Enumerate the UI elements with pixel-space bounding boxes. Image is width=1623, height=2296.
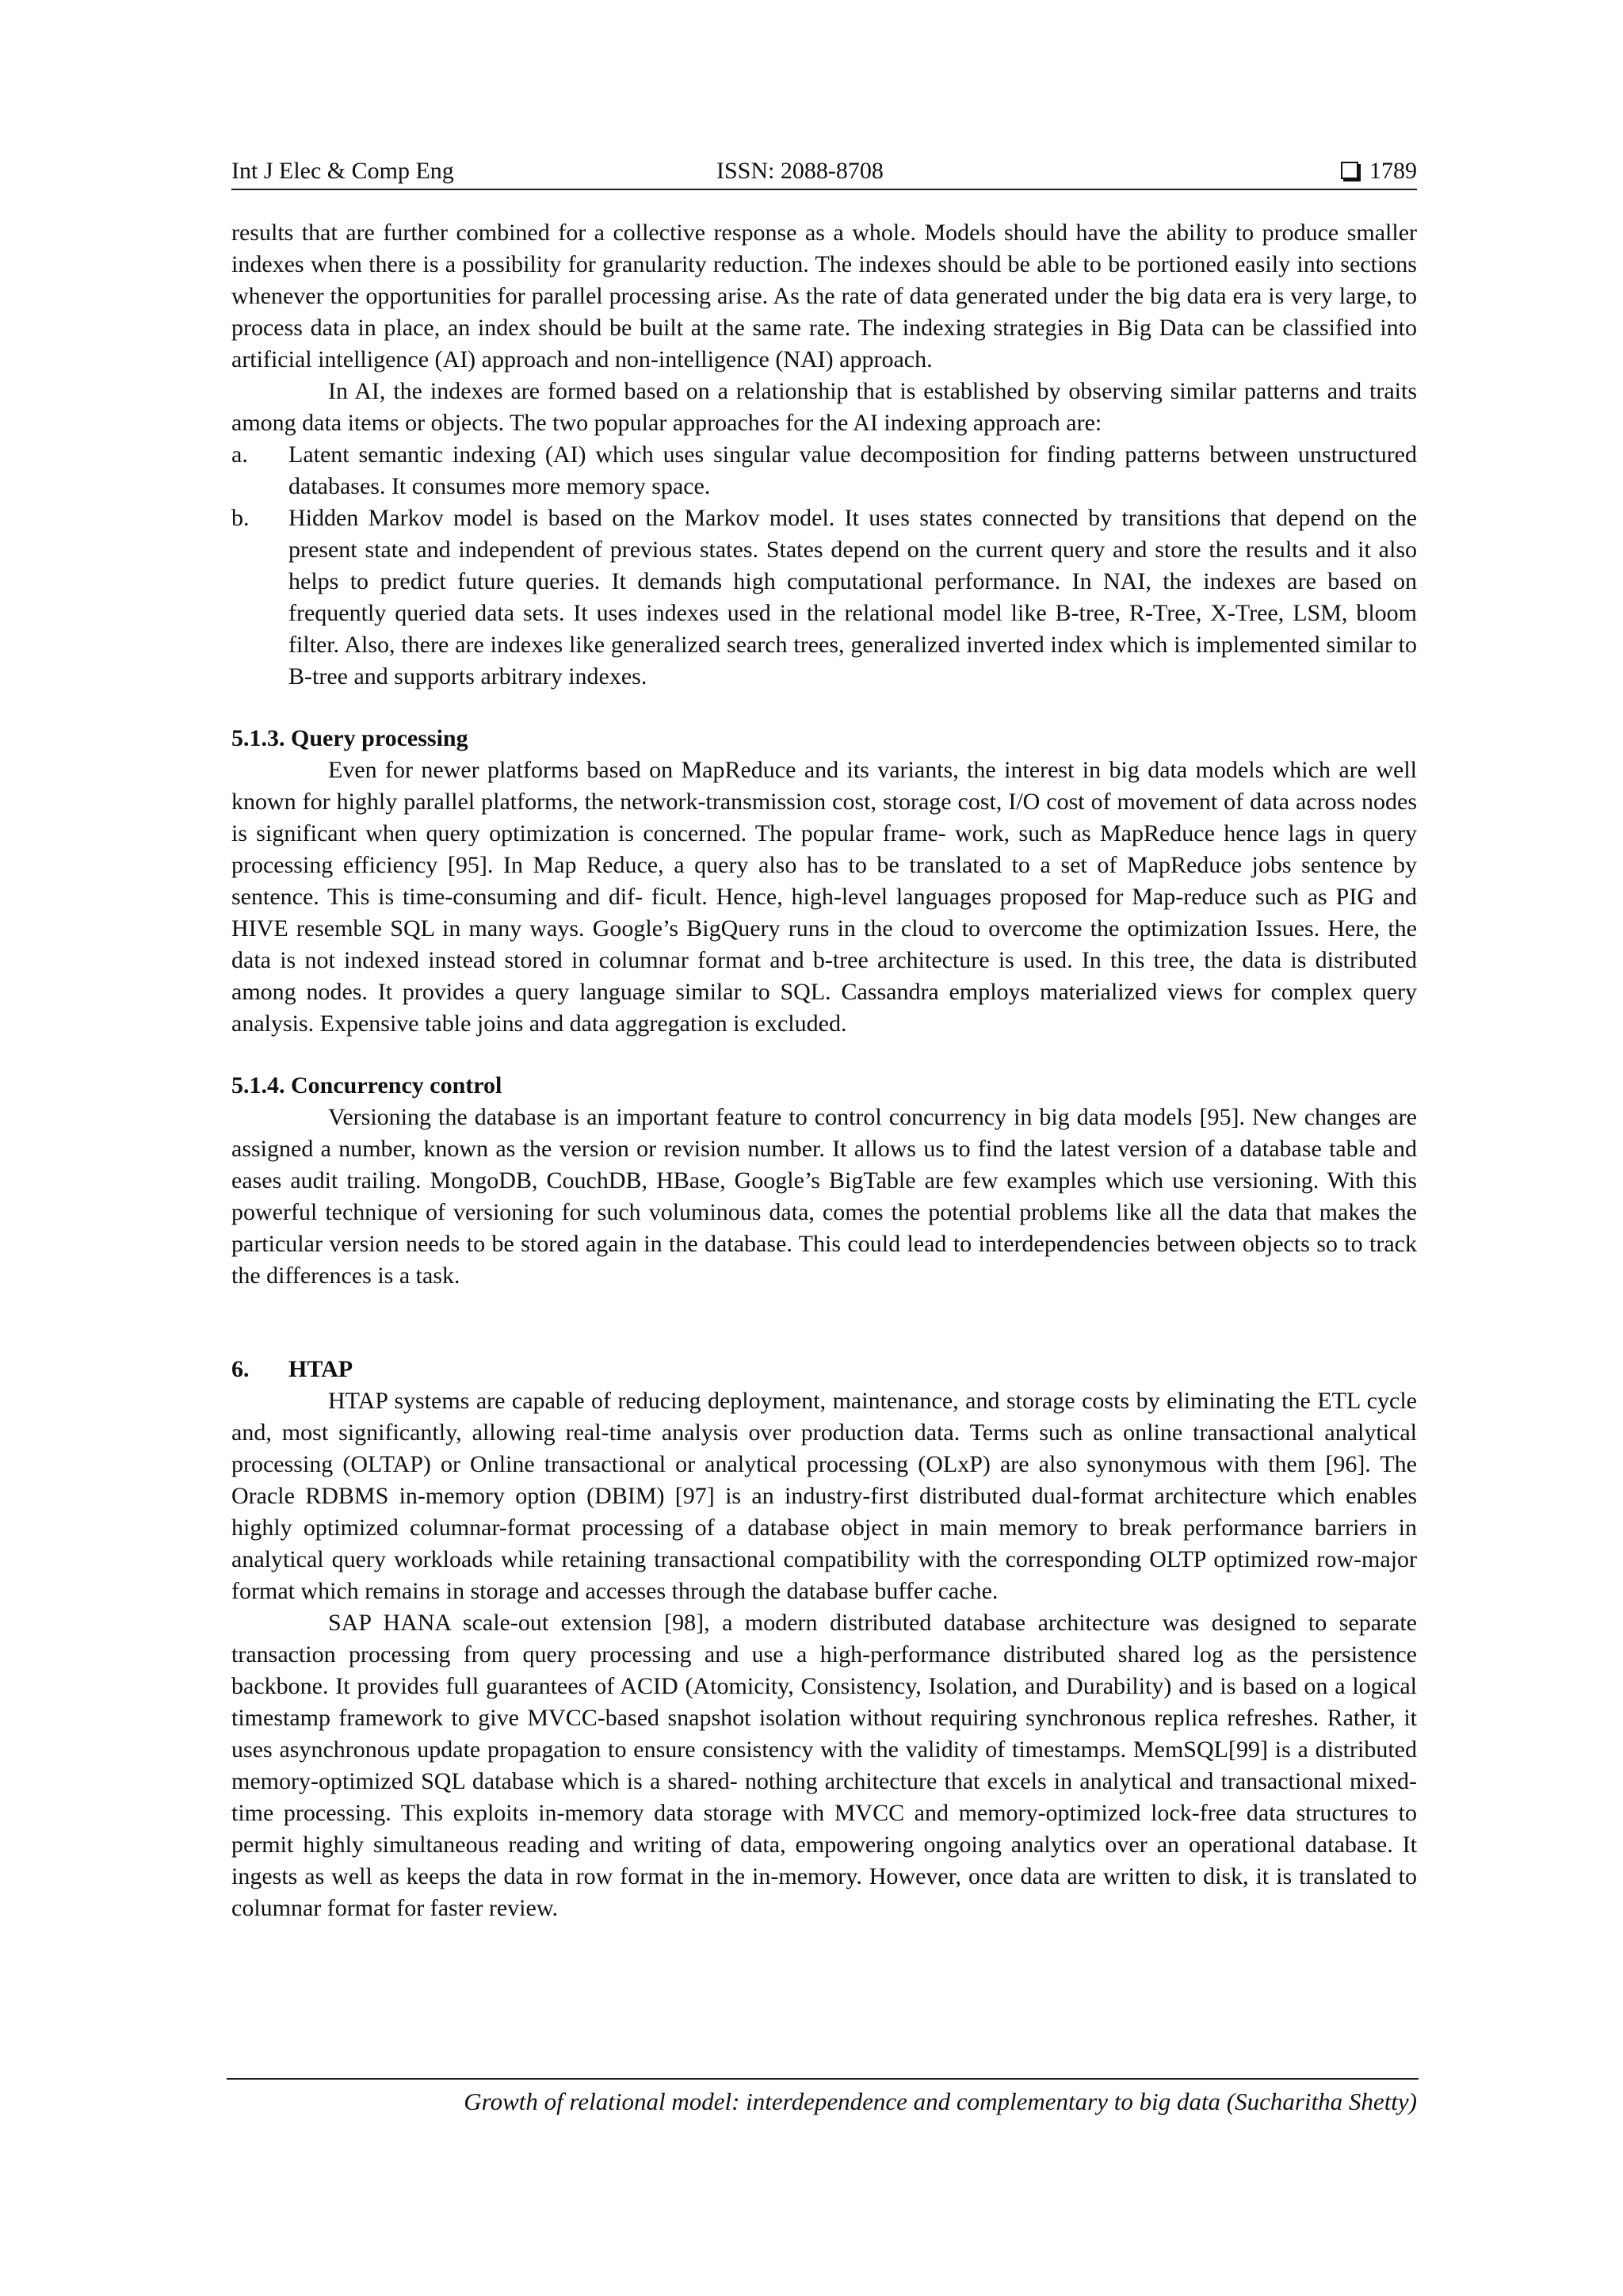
section-heading-htap — [231, 1354, 1417, 1385]
paragraph: Versioning the database is an important feature to control concurrency in big data models [95]. New changes are assigned a number, known as the version or revision number. It allows us to find the latest version of a database table and eases audit trailing. MongoDB, CouchDB, HBase, Google’s BigTable are few examples which use versioning. With this powerful technique of versioning for such voluminous data, comes the potential problems like all the data that makes the particular version needs to be stored again in the database. This could lead to interdependencies between objects so to track the differences is a task. — [231, 1104, 1417, 1289]
subsection-heading-query-processing: 5.1.3. Query processing — [231, 725, 468, 751]
page-header — [231, 155, 1417, 187]
section-title: HTAP — [288, 1356, 353, 1382]
ai-approaches-list — [231, 439, 1417, 693]
subsection-heading-concurrency-control: 5.1.4. Concurrency control — [231, 1072, 502, 1098]
header-divider — [231, 189, 1417, 190]
page-body — [231, 217, 1417, 1924]
section-number: 6. — [231, 1356, 250, 1382]
checkbox-square-icon — [1341, 162, 1358, 179]
list-item-text: Latent semantic indexing (AI) which uses singular value decomposition for finding patterns between unstructured databases. It consumes more memory space. — [288, 441, 1417, 499]
list-item — [231, 502, 1417, 693]
paragraph: In AI, the indexes are formed based on a relationship that is established by observing similar patterns and traits among data items or objects. The two popular approaches for the AI indexing approach are: — [231, 378, 1417, 436]
paragraph: HTAP systems are capable of reducing deployment, maintenance, and storage costs by eliminating the ETL cycle and, most significantly, allowing real-time analysis over production data. Terms such as online transactional analytical processing (OLTAP) or Online transactional or analytical processing (OLxP) are also synonymous with them [96]. The Oracle RDBMS in-memory option (DBIM) [97] is an industry-first distributed dual-format architecture which enables highly optimized columnar-format processing of a database object in main memory to break performance barriers in analytical query workloads while retaining transactional compatibility with the corresponding OLTP optimized row-major format which remains in storage and accesses through the database buffer cache. — [231, 1388, 1417, 1604]
paragraph: SAP HANA scale-out extension [98], a modern distributed database architecture was designed to separate transaction processing from query processing and use a high-performance distributed shared log as the persistence backbone. It provides full guarantees of ACID (Atomicity, Consistency, Isolation, and Durability) and is based on a logical timestamp framework to give MVCC-based snapshot isolation without requiring synchronous replica refreshes. Rather, it uses asynchronous update propagation to ensure consistency with the validity of timestamps. MemSQL[99] is a distributed memory-optimized SQL database which is a shared- nothing architecture that excels in analytical and transactional mixed-time processing. This exploits in-memory data storage with MVCC and memory-optimized lock-free data structures to permit highly simultaneous reading and writing of data, empowering ongoing analytics over an operational database. It ingests as well as keeps the data in row format in the in-memory. However, once data are written to disk, it is translated to columnar format for faster review. — [231, 1610, 1417, 1921]
paragraph: results that are further combined for a collective response as a whole. Models should have the ability to produce smaller indexes when there is a possibility for granularity reduction. The indexes should be able to be portioned easily into sections whenever the opportunities for parallel processing arise. As the rate of data generated under the big data era is very large, to process data in place, an index should be built at the same rate. The indexing strategies in Big Data can be classified into artificial intelligence (AI) approach and non-intelligence (NAI) approach. — [231, 220, 1417, 372]
list-marker: a. — [231, 441, 248, 468]
list-marker: b. — [231, 505, 250, 531]
page-number: 1789 — [1369, 158, 1417, 184]
running-title-footer: Growth of relational model: interdependence and complementary to big data (Sucharitha Shetty) — [464, 2088, 1417, 2115]
issn: ISSN: 2088-8708 — [716, 158, 884, 184]
paragraph: Even for newer platforms based on MapReduce and its variants, the interest in big data models which are well known for highly parallel platforms, the network-transmission cost, storage cost, I/O cost of movement of data across nodes is significant when query optimization is concerned. The popular frame- work, such as MapReduce hence lags in query processing efficiency [95]. In Map Reduce, a query also has to be translated to a set of MapReduce jobs sentence by sentence. This is time-consuming and dif- ficult. Hence, high-level languages proposed for Map-reduce such as PIG and HIVE resemble SQL in many ways. Google’s BigQuery runs in the cloud to overcome the optimization Issues. Here, the data is not indexed instead stored in columnar format and b-tree architecture is used. In this tree, the data is distributed among nodes. It provides a query language similar to SQL. Cassandra employs materialized views for complex query analysis. Expensive table joins and data aggregation is excluded. — [231, 757, 1417, 1037]
list-item — [231, 439, 1417, 502]
list-item-text: Hidden Markov model is based on the Markov model. It uses states connected by transitions that depend on the present state and independent of previous states. States depend on the current query and store the results and it also helps to predict future queries. It demands high computational performance. In NAI, the indexes are based on frequently queried data sets. It uses indexes used in the relational model like B-tree, R-Tree, X-Tree, LSM, bloom filter. Also, there are indexes like generalized search trees, generalized inverted index which is implemented similar to B-tree and supports arbitrary indexes. — [288, 505, 1417, 690]
footer-divider — [227, 2078, 1419, 2080]
journal-name: Int J Elec & Comp Eng — [231, 158, 454, 184]
